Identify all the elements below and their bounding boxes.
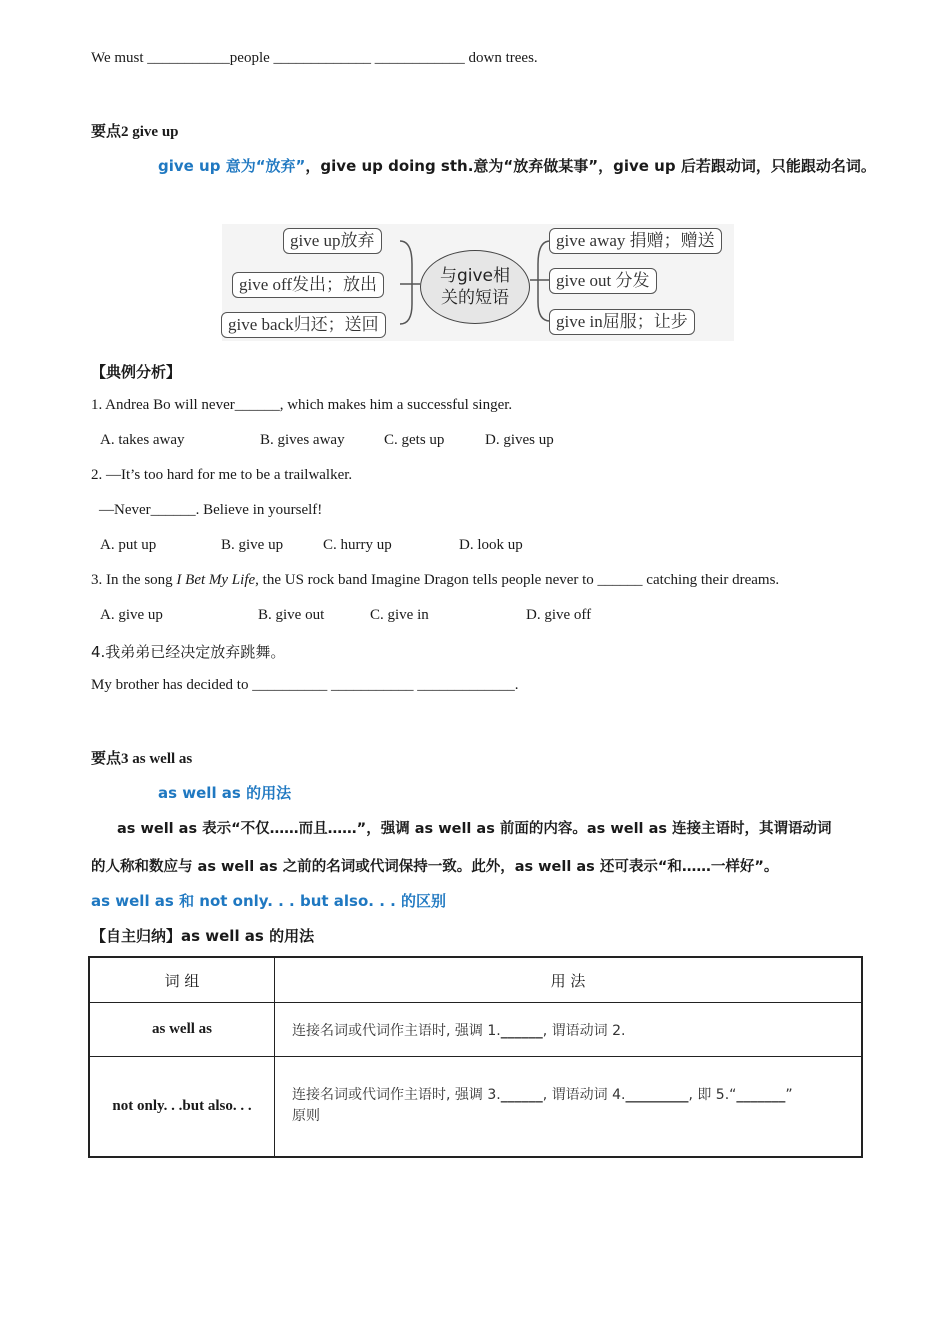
point2-heading-rest: 2 give up (121, 124, 179, 140)
mindmap-right-3: give in屈服；让步 (549, 309, 695, 335)
q2-option-b: B. give up (221, 537, 284, 553)
q2-option-d: D. look up (459, 537, 523, 553)
row2-usage-e: 原则 (292, 1108, 320, 1125)
question-4-english: My brother has decided to __________ ___________ _____________. (91, 677, 519, 693)
point3-heading-prefix: 要点 (91, 749, 122, 767)
row2-phrase: not only. . .but also. . . (89, 1057, 275, 1157)
header-phrase: 词 组 (89, 957, 275, 1003)
point2-explain-blue: give up 意为“放弃” (158, 157, 306, 175)
point3-paragraph-line2: 的人称和数应与 as well as 之前的名词或代词保持一致。此外，as well as 还可表示“和……一样好”。 (91, 859, 779, 875)
row1-usage-a: 连接名词或代词作主语时, 强调 1. (292, 1022, 501, 1039)
row2-usage-d: ” (785, 1087, 793, 1104)
mindmap-center-line1: 与give相 (439, 266, 511, 286)
q1-option-c: C. gets up (384, 432, 445, 448)
point2-explain-black: ，give up doing sth.意为“放弃做某事”，give up 后若跟动词，只能跟动名词。 (305, 157, 876, 175)
mindmap-right-1: give away 捐赠；赠送 (549, 228, 722, 254)
usage-title: as well as 的用法 (158, 784, 292, 802)
row2-blank-1: ______ (500, 1087, 543, 1104)
question-2-reply: —Never______. Believe in yourself! (99, 502, 323, 518)
header-usage: 用 法 (275, 957, 863, 1003)
point3-heading-rest: 3 as well as (121, 751, 193, 767)
point3-paragraph-line1: as well as 表示“不仅……而且……”，强调 as well as 前面的内容。as well as 连接主语时，其谓语动词 (117, 821, 832, 837)
q2-option-c: C. hurry up (323, 537, 392, 553)
q2-option-a: A. put up (100, 537, 157, 553)
analysis-heading: 【典例分析】 (91, 363, 182, 381)
q3-song-title: I Bet My Life (176, 572, 256, 588)
q1-option-d: D. gives up (485, 432, 554, 448)
usage-table (88, 956, 863, 1158)
mindmap-right-2: give out 分发 (549, 268, 657, 294)
difference-title: as well as 和 not only. . . but also. . . 的区别 (91, 892, 447, 910)
question-4-chinese: 4.我弟弟已经决定放弃跳舞。 (91, 643, 286, 661)
q3-option-a: A. give up (100, 607, 163, 623)
question-2: 2. —It’s too hard for me to be a trailwalker. (91, 467, 353, 483)
row2-usage-c: , 即 5.“ (688, 1087, 737, 1104)
summary-heading: 【自主归纳】as well as 的用法 (91, 927, 315, 945)
q1-option-a: A. takes away (100, 432, 185, 448)
question-3 (91, 572, 779, 589)
row2-usage-b: , 谓语动词 4. (542, 1087, 626, 1104)
mindmap-left-2: give off发出；放出 (232, 272, 384, 298)
table-row (89, 1057, 862, 1157)
q3-text-pre: 3. In the song (91, 572, 177, 588)
q1-option-b: B. gives away (260, 432, 345, 448)
q3-option-b: B. give out (258, 607, 325, 623)
mindmap-center (420, 250, 530, 324)
q3-option-d: D. give off (526, 607, 592, 623)
row1-phrase: as well as (89, 1003, 275, 1057)
row1-usage (275, 1003, 863, 1057)
point2-explanation (158, 155, 876, 176)
row2-blank-3: _______ (736, 1087, 786, 1104)
point2-heading (91, 120, 179, 141)
row1-blank-1: ______ (500, 1022, 543, 1039)
row2-usage (275, 1057, 863, 1157)
table-header-row (89, 957, 862, 1003)
q3-option-c: C. give in (370, 607, 429, 623)
exercise-line: We must ___________people _____________ ____________ down trees. (91, 50, 538, 66)
table-row (89, 1003, 862, 1057)
point2-heading-prefix: 要点 (91, 122, 122, 140)
connector-left-bottom (400, 284, 412, 324)
mindmap-left-3: give back归还；送回 (221, 312, 386, 338)
row2-usage-a: 连接名词或代词作主语时, 强调 3. (292, 1087, 501, 1104)
row1-usage-b: , 谓语动词 2. (542, 1022, 626, 1039)
question-1: 1. Andrea Bo will never______, which makes him a successful singer. (91, 397, 513, 413)
mindmap-center-line2: 关的短语 (440, 288, 509, 308)
point3-heading (91, 747, 192, 768)
q3-text-post: , the US rock band Imagine Dragon tells people never to ______ catching their dreams. (255, 572, 780, 588)
row2-blank-2: _________ (625, 1087, 689, 1104)
connector-left-top (400, 241, 412, 284)
mindmap-left-1: give up放弃 (283, 228, 382, 254)
